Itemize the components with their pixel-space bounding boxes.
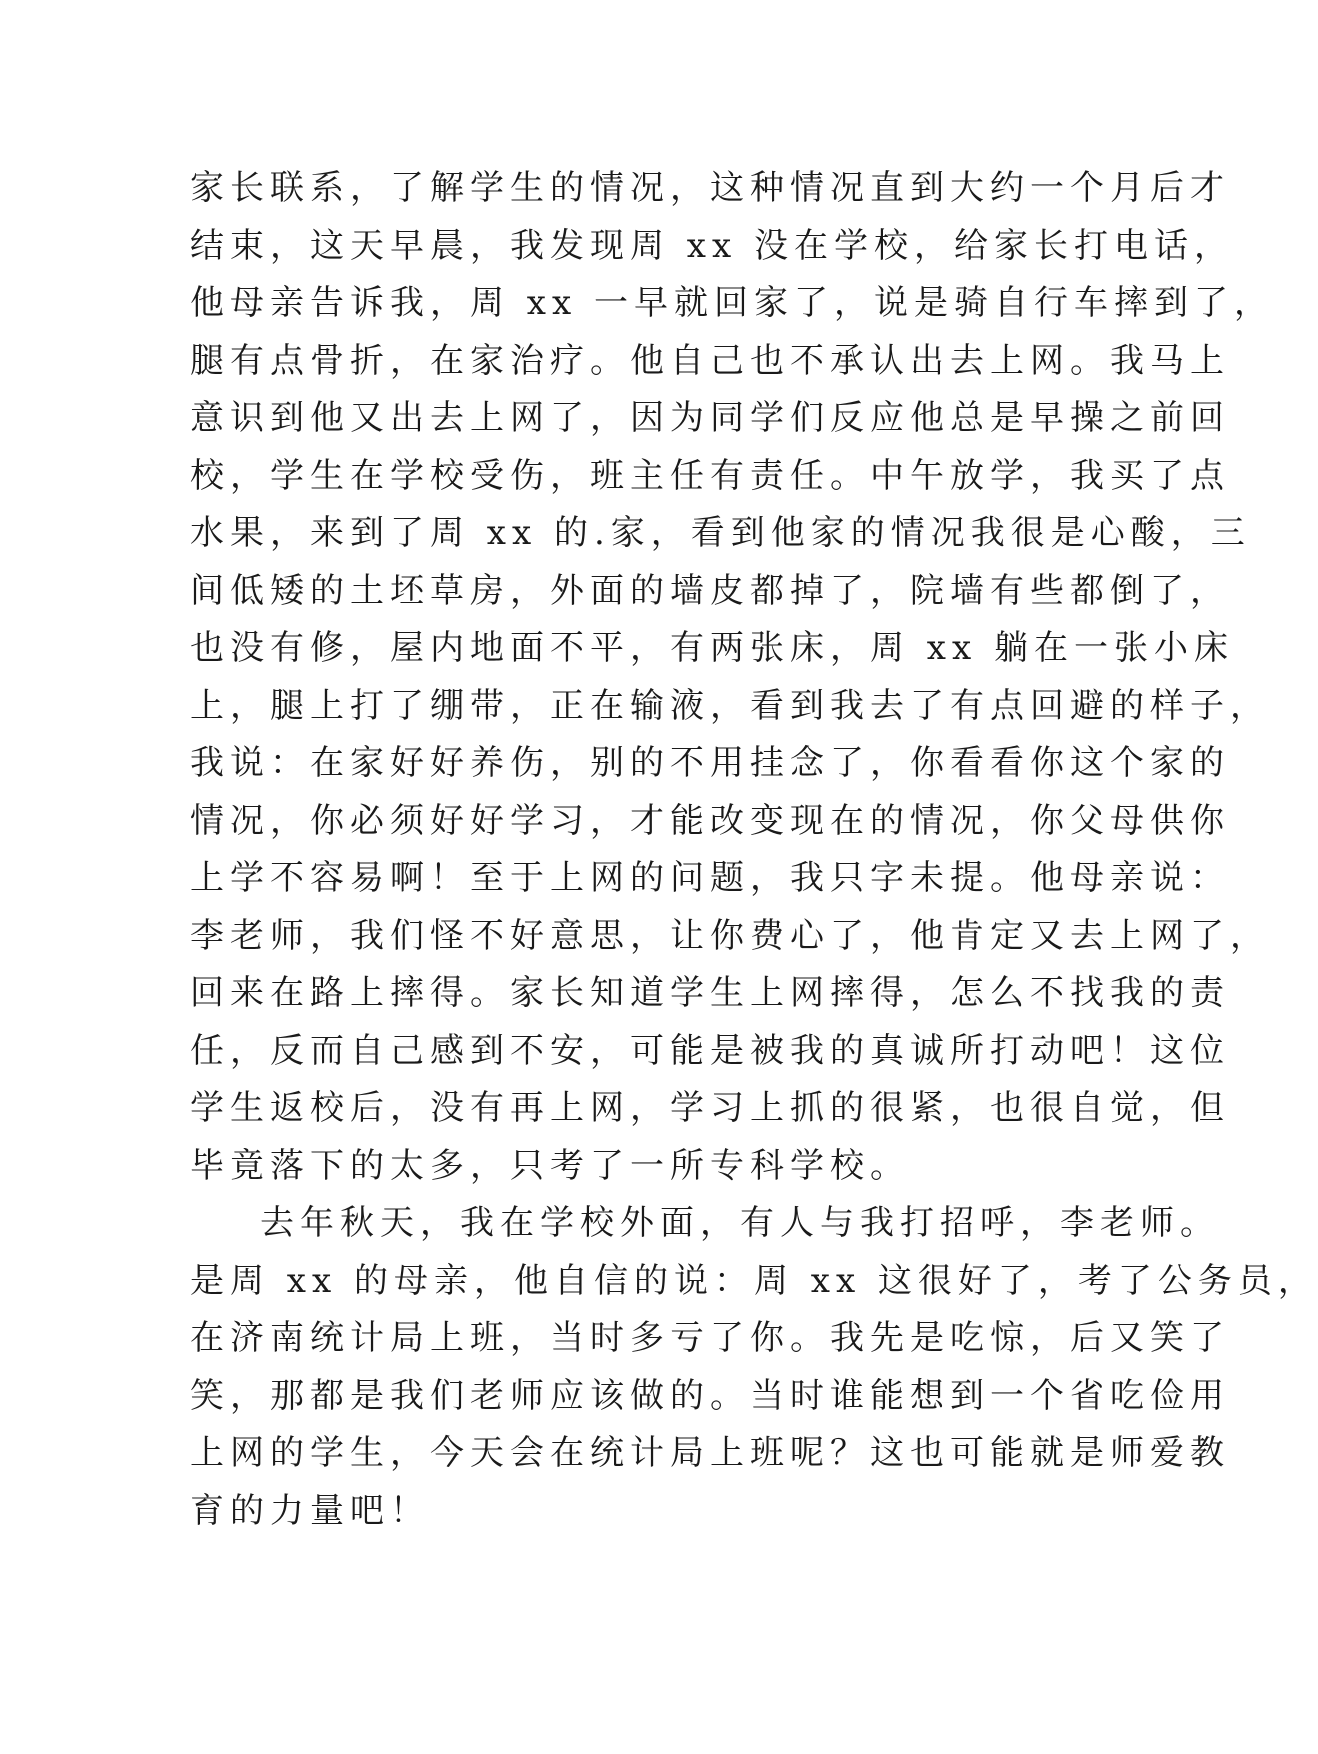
text-line: 水果，来到了周 xx 的.家，看到他家的情况我很是心酸，三	[190, 513, 1251, 553]
text-line: 任，反而自己感到不安，可能是被我的真诚所打动吧！这位	[190, 1030, 1230, 1071]
text-line: 学生返校后，没有再上网，学习上抓的很紧，也很自觉，但	[190, 1088, 1230, 1128]
text-line: 腿有点骨折，在家治疗。他自己也不承认出去上网。我马上	[190, 340, 1230, 381]
text-line: 家长联系，了解学生的情况，这种情况直到大约一个月后才	[190, 168, 1230, 208]
text-line: 校，学生在学校受伤，班主任有责任。中午放学，我买了点	[190, 455, 1230, 496]
paragraph-2	[190, 1195, 1318, 1540]
text-line: 间低矮的土坯草房，外面的墙皮都掉了，院墙有些都倒了，	[190, 570, 1230, 611]
text-line: 上，腿上打了绷带，正在输液，看到我去了有点回避的样子，	[190, 685, 1270, 726]
document-body	[190, 160, 1318, 1540]
text-line: 我说：在家好好养伤，别的不用挂念了，你看看你这个家的	[190, 743, 1230, 783]
text-line: 回来在路上摔得。家长知道学生上网摔得，怎么不找我的责	[190, 973, 1230, 1013]
text-line: 也没有修，屋内地面不平，有两张床，周 xx 躺在一张小床	[190, 628, 1234, 668]
text-line: 在济南统计局上班，当时多亏了你。我先是吃惊，后又笑了	[190, 1318, 1230, 1358]
text-line: 上网的学生，今天会在统计局上班呢？这也可能就是师爱教	[190, 1433, 1230, 1473]
text-line: 意识到他又出去上网了，因为同学们反应他总是早操之前回	[190, 398, 1230, 438]
text-line: 是周 xx 的母亲，他自信的说：周 xx 这很好了，考了公务员，	[190, 1260, 1318, 1301]
text-line: 上学不容易啊！至于上网的问题，我只字未提。他母亲说：	[190, 858, 1230, 898]
text-line: 他母亲告诉我，周 xx 一早就回家了，说是骑自行车摔到了，	[190, 283, 1274, 323]
text-line: 李老师，我们怪不好意思，让你费心了，他肯定又去上网了，	[190, 915, 1270, 956]
text-line: 笑，那都是我们老师应该做的。当时谁能想到一个省吃俭用	[190, 1375, 1230, 1416]
text-line: 结束，这天早晨，我发现周 xx 没在学校，给家长打电话，	[190, 225, 1234, 266]
text-line: 育的力量吧！	[190, 1490, 430, 1531]
paragraph-1	[190, 160, 1274, 1195]
text-line: 毕竟落下的太多，只考了一所专科学校。	[190, 1145, 910, 1186]
text-line: 去年秋天，我在学校外面，有人与我打招呼，李老师。	[260, 1203, 1220, 1243]
text-line: 情况，你必须好好学习，才能改变现在的情况，你父母供你	[190, 800, 1230, 841]
